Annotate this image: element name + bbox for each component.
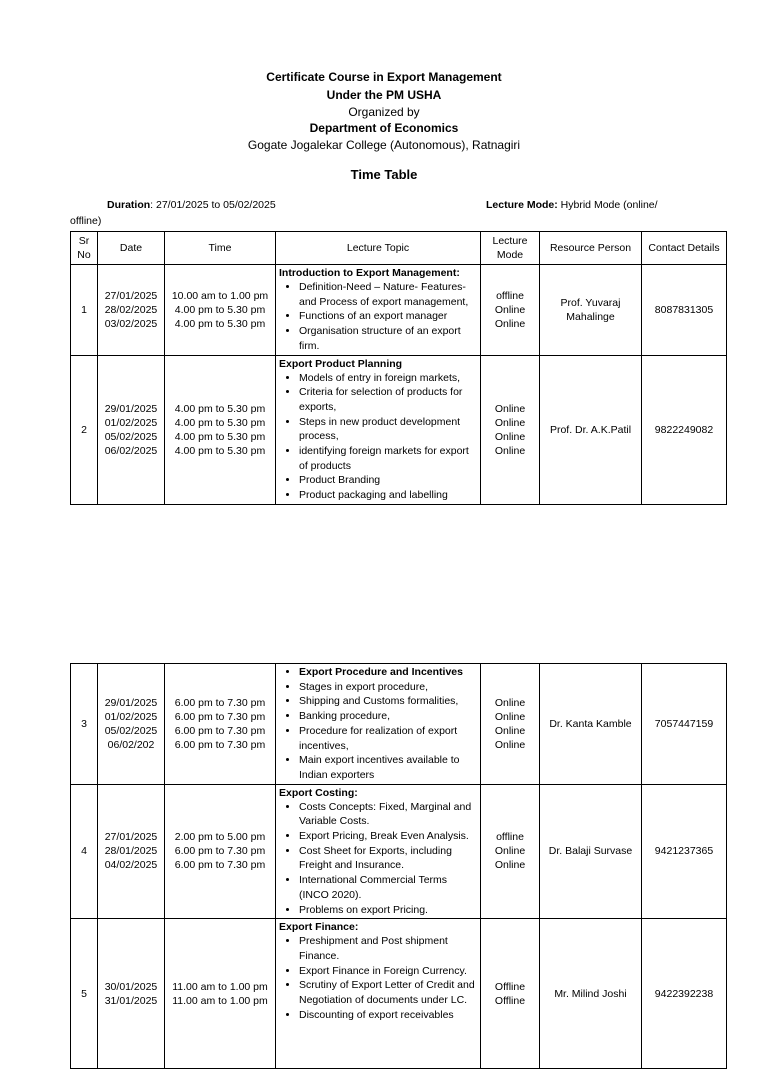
topic-list bbox=[279, 800, 477, 918]
mode-cell bbox=[481, 919, 540, 1069]
topic-cell bbox=[276, 919, 481, 1069]
time-value: 4.00 pm to 5.30 pm bbox=[174, 430, 266, 443]
col-time: Time bbox=[165, 232, 276, 265]
topic-item: • Definition-Need – Nature- Features- and Process of export management, bbox=[299, 280, 477, 309]
contact-cell: 9421237365 bbox=[642, 784, 727, 919]
topic-item: • identifying foreign markets for export of products bbox=[299, 444, 477, 473]
lecture-mode bbox=[486, 199, 658, 211]
topic-item: • Procedure for realization of export incentives, bbox=[299, 724, 477, 753]
time-value: 6.00 pm to 7.30 pm bbox=[174, 696, 266, 709]
mode-value: Online bbox=[494, 317, 526, 330]
date-value: 03/02/2025 bbox=[104, 317, 158, 330]
mode-value: Online bbox=[494, 845, 526, 858]
mode-cell bbox=[481, 784, 540, 919]
time-value: 6.00 pm to 7.30 pm bbox=[174, 859, 266, 872]
mode-value: Online bbox=[494, 696, 526, 709]
mode-value: Offline bbox=[494, 980, 526, 993]
col-date: Date bbox=[98, 232, 165, 265]
date-value: 29/01/2025 bbox=[104, 696, 158, 709]
contact-cell: 9822249082 bbox=[642, 355, 727, 504]
organized-by: Organized by bbox=[348, 105, 420, 119]
table-row bbox=[71, 664, 727, 785]
mode-value: offline bbox=[496, 289, 524, 302]
sr-no-cell: 5 bbox=[71, 919, 98, 1069]
time-cell bbox=[165, 355, 276, 504]
topic-item: • Stages in export procedure, bbox=[299, 680, 477, 695]
topic-item: • Costs Concepts: Fixed, Marginal and Variable Costs. bbox=[299, 800, 477, 829]
resource-person-cell: Prof. Dr. A.K.Patil bbox=[540, 355, 642, 504]
topic-item: • Problems on export Pricing. bbox=[299, 903, 477, 918]
mode-label: Lecture Mode: bbox=[486, 199, 558, 211]
mode-value: Online bbox=[494, 710, 526, 723]
mode-value-cont: offline) bbox=[70, 215, 102, 227]
topic-item: • International Commercial Terms (INCO 2020). bbox=[299, 873, 477, 902]
topic-item: • Models of entry in foreign markets, bbox=[299, 371, 477, 386]
topic-title: Export Product Planning bbox=[279, 357, 403, 370]
topic-item: • Banking procedure, bbox=[299, 709, 477, 724]
topic-item: • Export Finance in Foreign Currency. bbox=[299, 964, 477, 979]
time-value: 6.00 pm to 7.30 pm bbox=[174, 845, 266, 858]
col-sr: Sr No bbox=[71, 232, 98, 265]
time-value: 6.00 pm to 7.30 pm bbox=[174, 738, 266, 751]
time-cell bbox=[165, 919, 276, 1069]
topic-title: Export Finance: bbox=[279, 921, 359, 934]
topic-list bbox=[279, 280, 477, 354]
topic-list bbox=[279, 371, 477, 503]
topic-item: • Preshipment and Post shipment Finance. bbox=[299, 934, 477, 963]
topic-item: • Product Branding bbox=[299, 473, 477, 488]
date-value: 27/01/2025 bbox=[104, 289, 158, 302]
time-cell bbox=[165, 265, 276, 356]
mode-value: Online bbox=[494, 402, 526, 415]
mode-value: Hybrid Mode (online/ bbox=[557, 199, 658, 211]
table-row bbox=[71, 355, 727, 504]
topic-item: • Steps in new product development process, bbox=[299, 415, 477, 444]
department-name: Department of Economics bbox=[309, 121, 459, 135]
col-mode: Lecture Mode bbox=[481, 232, 540, 265]
date-cell bbox=[98, 784, 165, 919]
duration-label: Duration bbox=[107, 199, 151, 211]
time-value: 4.00 pm to 5.30 pm bbox=[174, 444, 266, 457]
sr-no-cell: 4 bbox=[71, 784, 98, 919]
topic-item: • Cost Sheet for Exports, including Freight and Insurance. bbox=[299, 844, 477, 873]
topic-item: • Shipping and Customs formalities, bbox=[299, 694, 477, 709]
resource-person-cell: Dr. Balaji Survase bbox=[540, 784, 642, 919]
mode-value: Online bbox=[494, 416, 526, 429]
topic-cell bbox=[276, 265, 481, 356]
time-value: 4.00 pm to 5.30 pm bbox=[174, 402, 266, 415]
date-cell bbox=[98, 919, 165, 1069]
topic-item: • Product packaging and labelling bbox=[299, 488, 477, 503]
date-cell bbox=[98, 265, 165, 356]
timetable-top bbox=[70, 231, 727, 505]
topic-item: • Main export incentives available to Indian exporters bbox=[299, 753, 477, 782]
time-value: 4.00 pm to 5.30 pm bbox=[174, 303, 266, 316]
mode-value: Online bbox=[494, 444, 526, 457]
scheme-name: Under the PM USHA bbox=[326, 88, 442, 102]
table-header bbox=[71, 232, 727, 265]
topic-item: • Export Pricing, Break Even Analysis. bbox=[299, 829, 477, 844]
mode-value: Online bbox=[494, 738, 526, 751]
topic-title: Introduction to Export Management: bbox=[279, 267, 460, 279]
resource-person-cell: Mr. Milind Joshi bbox=[540, 919, 642, 1069]
topic-item: • Functions of an export manager bbox=[299, 309, 477, 324]
timetable-bottom bbox=[70, 663, 727, 1069]
contact-cell: 9422392238 bbox=[642, 919, 727, 1069]
page-title: Time Table bbox=[350, 167, 418, 182]
topic-item: • Export Procedure and Incentives bbox=[299, 665, 477, 680]
date-cell bbox=[98, 355, 165, 504]
time-value: 4.00 pm to 5.30 pm bbox=[174, 317, 266, 330]
college-name: Gogate Jogalekar College (Autonomous), Ratnagiri bbox=[247, 138, 521, 152]
date-value: 01/02/2025 bbox=[104, 416, 158, 429]
col-contact: Contact Details bbox=[642, 232, 727, 265]
resource-person-cell: Dr. Kanta Kamble bbox=[540, 664, 642, 785]
col-person: Resource Person bbox=[540, 232, 642, 265]
time-value: 11.00 am to 1.00 pm bbox=[172, 980, 268, 993]
contact-cell: 8087831305 bbox=[642, 265, 727, 356]
mode-value: Online bbox=[494, 430, 526, 443]
duration bbox=[107, 199, 276, 211]
topic-item: • Discounting of export receivables bbox=[299, 1008, 477, 1023]
topic-list bbox=[279, 934, 477, 1022]
table-row bbox=[71, 265, 727, 356]
date-value: 29/01/2025 bbox=[104, 402, 158, 415]
mode-value: Offline bbox=[494, 994, 526, 1007]
date-value: 31/01/2025 bbox=[104, 994, 158, 1007]
date-value: 04/02/2025 bbox=[104, 859, 158, 872]
sr-no-cell: 2 bbox=[71, 355, 98, 504]
topic-item: • Criteria for selection of products for exports, bbox=[299, 385, 477, 414]
col-topic: Lecture Topic bbox=[276, 232, 481, 265]
mode-value: Online bbox=[494, 859, 526, 872]
time-value: 2.00 pm to 5.00 pm bbox=[174, 831, 266, 844]
time-cell bbox=[165, 664, 276, 785]
mode-value: Online bbox=[494, 303, 526, 316]
contact-cell: 7057447159 bbox=[642, 664, 727, 785]
date-value: 01/02/2025 bbox=[104, 710, 158, 723]
date-value: 28/01/2025 bbox=[104, 845, 158, 858]
topic-list bbox=[279, 665, 477, 783]
mode-cell bbox=[481, 265, 540, 356]
course-title: Certificate Course in Export Management bbox=[266, 70, 502, 84]
time-value: 4.00 pm to 5.30 pm bbox=[174, 416, 266, 429]
mode-value: Online bbox=[494, 724, 526, 737]
date-value: 05/02/2025 bbox=[104, 430, 158, 443]
mode-value: offline bbox=[496, 831, 524, 844]
resource-person-cell: Prof. Yuvaraj Mahalinge bbox=[540, 265, 642, 356]
date-value: 05/02/2025 bbox=[104, 724, 158, 737]
mode-cell bbox=[481, 664, 540, 785]
time-value: 11.00 am to 1.00 pm bbox=[172, 994, 268, 1007]
topic-cell bbox=[276, 784, 481, 919]
topic-cell bbox=[276, 664, 481, 785]
time-cell bbox=[165, 784, 276, 919]
mode-cell bbox=[481, 355, 540, 504]
duration-value: : 27/01/2025 to 05/02/2025 bbox=[150, 199, 276, 211]
date-value: 30/01/2025 bbox=[104, 980, 158, 993]
time-value: 6.00 pm to 7.30 pm bbox=[174, 710, 266, 723]
topic-cell bbox=[276, 355, 481, 504]
topic-item: • Organisation structure of an export firm. bbox=[299, 324, 477, 353]
date-value: 06/02/202 bbox=[107, 738, 155, 751]
table-row bbox=[71, 784, 727, 919]
sr-no-cell: 1 bbox=[71, 265, 98, 356]
table-row bbox=[71, 919, 727, 1069]
topic-title: Export Costing: bbox=[279, 786, 358, 799]
topic-item: • Scrutiny of Export Letter of Credit and Negotiation of documents under LC. bbox=[299, 978, 477, 1007]
date-value: 06/02/2025 bbox=[104, 444, 158, 457]
sr-no-cell: 3 bbox=[71, 664, 98, 785]
time-value: 10.00 am to 1.00 pm bbox=[171, 289, 269, 302]
date-value: 28/02/2025 bbox=[104, 303, 158, 316]
time-value: 6.00 pm to 7.30 pm bbox=[174, 724, 266, 737]
date-value: 27/01/2025 bbox=[104, 831, 158, 844]
date-cell bbox=[98, 664, 165, 785]
